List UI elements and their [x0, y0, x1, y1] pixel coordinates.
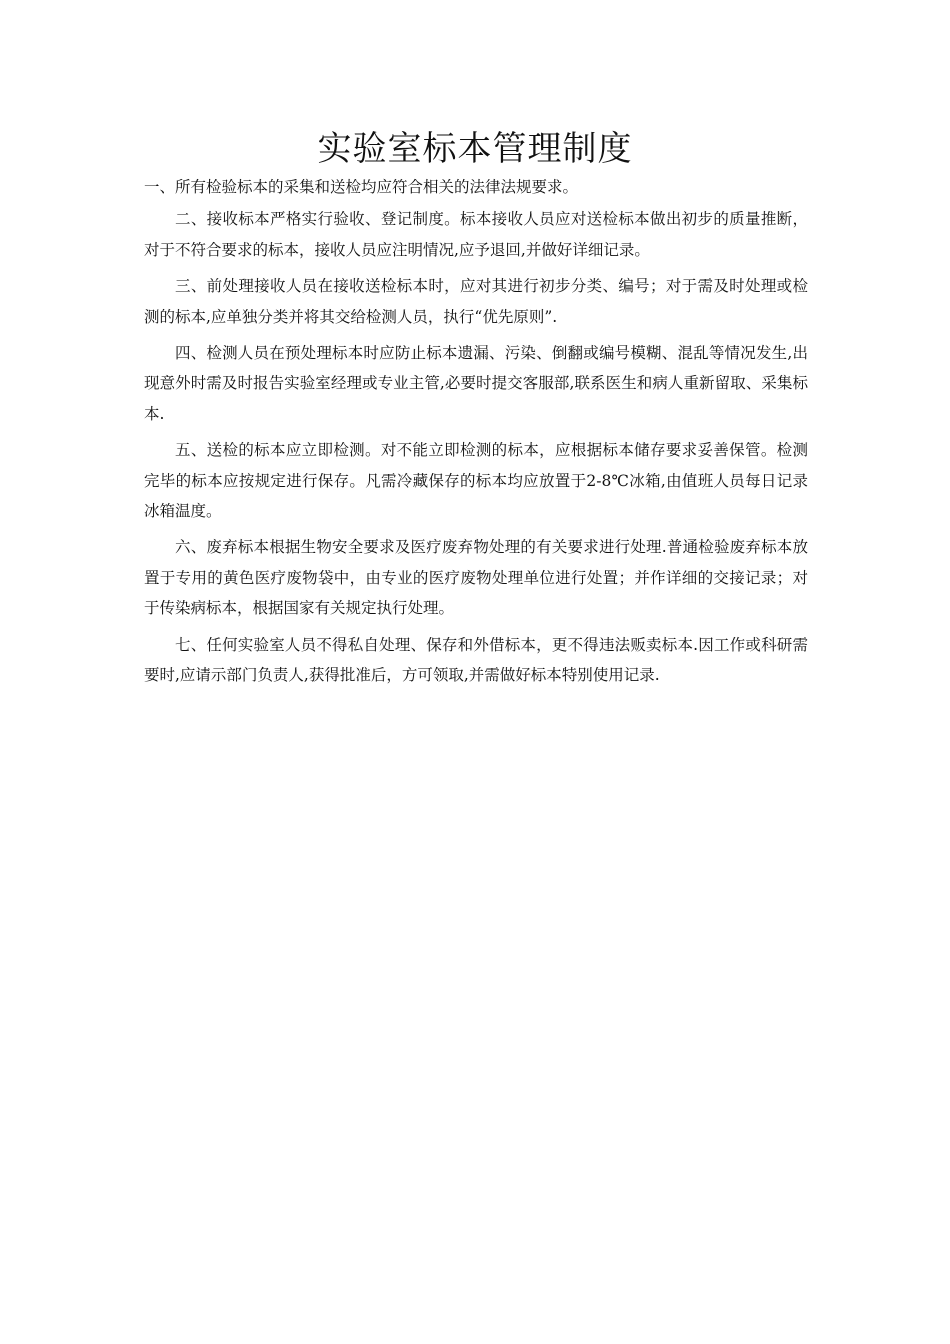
rule-paragraph-7: 七、任何实验室人员不得私自处理、保存和外借标本，更不得违法贩卖标本.因工作或科研需要时,应请示部门负责人,获得批准后，方可领取,并需做好标本特别使用记录. — [144, 635, 808, 685]
rule-paragraph-4: 四、检测人员在预处理标本时应防止标本遗漏、污染、倒翻或编号模糊、混乱等情况发生,出现意外时需及时报告实验室经理或专业主管,必要时提交客服部,联系医生和病人重新留取、采集标本. — [144, 344, 808, 423]
document-body — [144, 172, 808, 697]
rule-paragraph-2: 二、接收标本严格实行验收、登记制度。标本接收人员应对送检标本做出初步的质量推断，对于不符合要求的标本，接收人员应注明情况,应予退回,并做好详细记录。 — [144, 210, 808, 259]
rule-paragraph-3: 三、前处理接收人员在接收送检标本时，应对其进行初步分类、编号；对于需及时处理或检测的标本,应单独分类并将其交给检测人员，执行“优先原则”. — [144, 277, 808, 326]
rule-paragraph-1: 一、所有检验标本的采集和送检均应符合相关的法律法规要求。 — [144, 178, 579, 196]
rule-paragraph-6: 六、废弃标本根据生物安全要求及医疗废弃物处理的有关要求进行处理.普通检验废弃标本放置于专用的黄色医疗废物袋中，由专业的医疗废物处理单位进行处置；并作详细的交接记录；对于传染病标本，根据国家有关规定执行处理。 — [144, 538, 808, 618]
rule-paragraph-5: 五、送检的标本应立即检测。对不能立即检测的标本，应根据标本储存要求妥善保管。检测完毕的标本应按规定进行保存。凡需冷藏保存的标本均应放置于2-8℃冰箱,由值班人员每日记录冰箱温度。 — [144, 441, 808, 521]
document-title: 实验室标本管理制度 — [317, 129, 633, 169]
